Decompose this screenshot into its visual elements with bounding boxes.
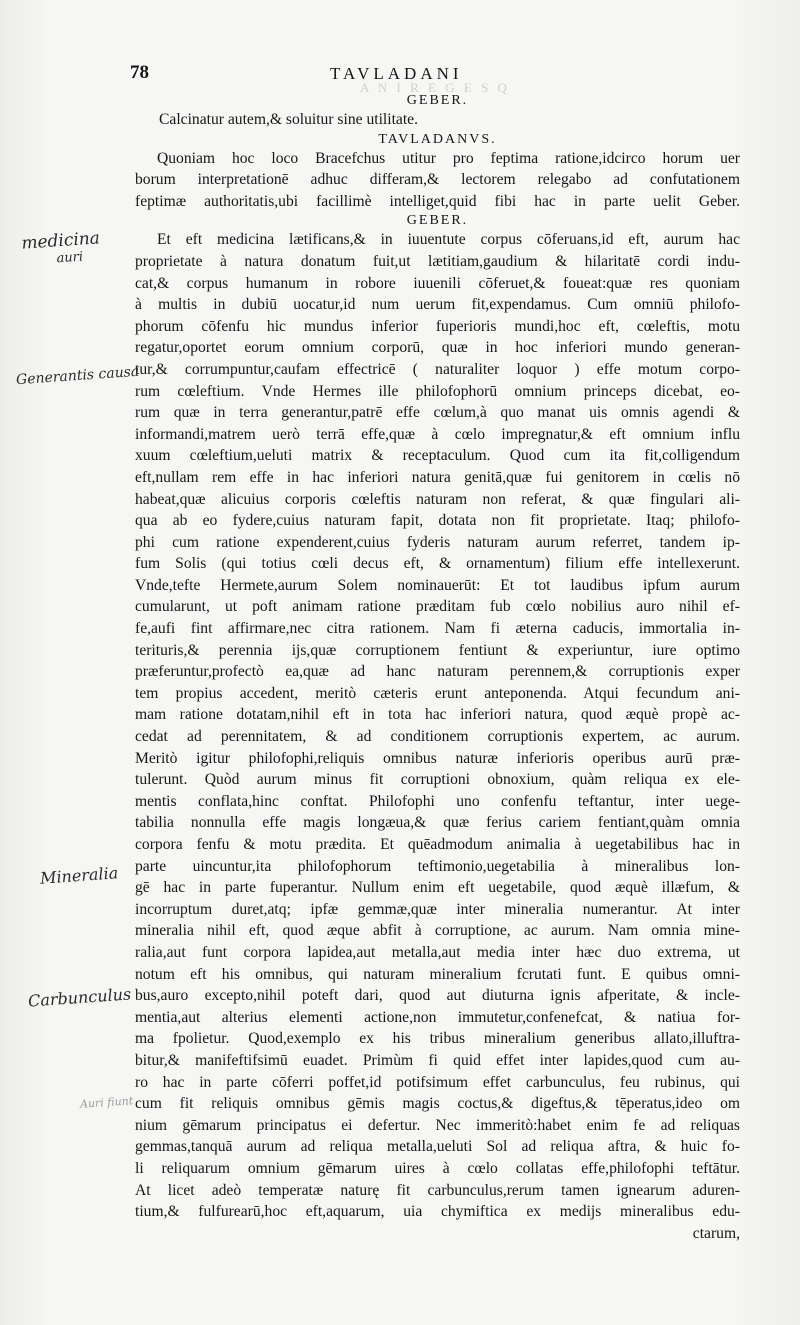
text-line: notum eft his omnibus, qui naturam mineralium fcrutati funt. E quibus omni- [135, 965, 740, 983]
text-line: tulerunt. Quòd aurum minus fit corruptioni obnoxium, quàm reliqua ex ele- [135, 771, 740, 789]
text-line: parte uincuntur,ita philofophorum teftimonio,uegetabilia à mineralibus lon- [135, 857, 740, 875]
text-line: mineralia nihil eft, quod æque abfit à corruptione, ac aurum. Nam omnia mine- [135, 922, 740, 940]
text-line: tem propius accedent, meritò cæteris erunt anteponenda. Atqui fecundum ani- [135, 684, 740, 702]
text-line: mentia,aut alterius elementi actione,non immutetur,confenefcat, & natiua for- [135, 1008, 740, 1026]
page-header [130, 62, 730, 88]
margin-note-line: medicina [20, 228, 101, 254]
text-line: proprietate à natura donatum fuit,ut lætitiam,gaudium & hilaritatē cordi indu- [135, 252, 740, 270]
bleed-through-text: A N I R E G E S Q [360, 80, 510, 95]
text-line: gē hac in parte fuperantur. Nullum enim eft uegetabile, quod æquè illæfum, & [135, 879, 740, 897]
margin-note-mineralia: Mineralia [39, 863, 119, 888]
text-line: bitur,& manifeftifsimū euadet. Primùm fi quid effet inter lapides,quod cum au- [135, 1051, 740, 1069]
margin-note-medicina [21, 229, 102, 270]
text-line: habeat,quæ alicuius corporis cœleftis naturam non referat, & quæ fingulari ali- [135, 490, 740, 508]
text-line: Et eft medicina lætificans,& in iuuentute corpus cōferuans,id eft, aurum hac [157, 231, 740, 249]
running-title: TAVLADANI [330, 64, 463, 83]
text-line: tabilia nonnulla effe magis longæua,& quæ ferius cariem fentiant,quàm omnia [135, 814, 740, 832]
text-line: At licet adeò temperatæ naturę fit carbunculus,rerum tamen ignearum aduren- [135, 1181, 740, 1199]
text-line: incorruptum duret,atq; ipfæ gemmæ,quæ inter mineralia numerantur. At inter [135, 900, 740, 918]
section-heading: TAVLADANVS. [378, 131, 497, 147]
text-line: Vnde,tefte Hermete,aurum Solem nominauerūt: Et tot laudibus ipfum aurum [135, 576, 740, 594]
text-line: tur,& corrumpuntur,caufam effectricē ( naturaliter loquor ) effe motum corpo- [135, 360, 740, 378]
margin-note-faded: Auri fiunt [79, 1094, 134, 1111]
text-line: mam ratione dotatam,nihil eft in tota hac inferiori natura, quod æquè propè ac- [135, 706, 740, 724]
text-line: gemmas,tanquā aurum ad reliqua metalla,ueluti Sol ad reliqua aftra, & huic fo- [135, 1138, 740, 1156]
text-line: qua ab eo fydere,cuius naturam fapit, dotata non fit proprietate. Itaq; philofo- [135, 512, 740, 530]
margin-note-carbunculus: Carbunculus [27, 984, 132, 1011]
text-line: à multis in dubiū uocatur,id num uerum fit,expendamus. Cum omniū philofo- [135, 296, 740, 314]
text-line: borum interpretationē adhuc differam,& lectorem relegabo ad confutationem [135, 171, 740, 189]
text-line: Quoniam hoc loco Bracefchus utitur pro feptima ratione,idcirco horum uer [157, 149, 740, 167]
text-line: ma fpolietur. Quod,exemplo ex his tribus mineralium generibus allato,illuftra- [135, 1030, 740, 1048]
text-line: bus,auro excepto,nihil poteft dari, quod aut diuturna ignis afperitate, & incle- [135, 987, 740, 1005]
section-heading: GEBER. [406, 93, 469, 108]
text-line: fe,aufi fint affirmare,nec citra rationem. Nam fi æterna caducis, immortalia in- [135, 620, 740, 638]
catchword: ctarum, [692, 1224, 740, 1242]
text-line: fum Solis (qui totius cœli decus eft, & ornamentum) filium effe intellexerunt. [135, 555, 740, 573]
text-line: cat,& corpus humanum in robore iuuenili cōferuet,& foueat:quæ res quoniam [135, 274, 740, 292]
text-line: li reliquarum omnium gēmarum uires à cœlo collatas effe,philofophi teftātur. [135, 1159, 740, 1177]
text-line: rum quæ in terra generantur,patrē effe cœlum,à quo manat uis omnis agendi & [135, 404, 740, 422]
text-line: mentis conflata,hinc conftat. Philofophi uno confenfu teftantur, inter uege- [135, 792, 740, 810]
text-line: ralia,aut funt corpora lapidea,aut metalla,aut media inter hæc duo extrema, ut [135, 943, 740, 961]
text-line: xuum cœleftium,ueluti matrix & receptaculum. Quod cum ita fit,colligendum [135, 447, 740, 465]
text-line: phi cum ratione expenderent,cuius fyderis naturam aurum referret, tandem ip- [135, 533, 740, 551]
text-line: Calcinatur autem,& soluitur sine utilitate. [159, 111, 418, 128]
margin-note-line: auri [56, 249, 84, 267]
section-heading: GEBER. [406, 213, 469, 229]
text-line: terituris,& perennia ijs,quæ corruptionem fentiunt & experiuntur, iure optimo [135, 641, 740, 659]
text-line: feptimæ authoritatis,ubi facillimè intelliget,quid fibi hac in parte uelit Geber. [135, 192, 740, 210]
text-line: tium,& fulfurearū,hoc eft,aquarum, uia chymiftica ex medijs mineralibus edu- [135, 1203, 740, 1221]
text-line: eft,nullam rem effe in hac inferiori natura genitā,quæ fui genitorem in cœlis nō [135, 468, 740, 486]
text-line: ro hac in parte cōferri poffet,id potifsimum effet carbunculus, feu rubinus, qui [135, 1073, 740, 1091]
text-line: corpora fenfu & motu prædita. Et quēadmodum animalia à uegetabilibus hac in [135, 836, 740, 853]
page-number: 78 [130, 62, 149, 83]
text-line: nium gēmarum principatus ei defertur. Nec immeritò:habet enim fe ad reliquas [135, 1116, 740, 1134]
text-line: regatur,oportet eorum omnium corporū, quæ in hoc inferiori mundo generan- [135, 339, 740, 357]
text-line: rum cœleftium. Vnde Hermes ille philofophorū omnium princeps dicebat, eo- [135, 382, 740, 400]
body-text [135, 92, 740, 1244]
text-line: cumularunt, ut poft animam ratione præditam fub cœlo nobilius auro nihil ef- [135, 598, 740, 616]
text-line: phorum cōfenfu hic mundus inferior fuperioris mundi,hoc eft, cœleftis, motu [135, 317, 740, 335]
text-line: cedat ad perennitatem, & ad conditionem corruptionis expertem, ac aurum. [135, 728, 740, 746]
margin-note-generantis: Generantis causa [15, 363, 140, 389]
text-line: informandi,matrem uerò terrā effe,quæ à cœlo impregnatur,& eft omnium influ [135, 425, 740, 443]
text-line: cum fit reliquis omnibus gēmis magis coctus,& digeftus,& tēperatus,ideo om [135, 1095, 740, 1113]
text-line: Meritò igitur philofophi,reliquis omnibus naturæ inferioris operibus aurū præ- [135, 749, 740, 767]
text-line: præferuntur,profectò ea,quæ ad hanc naturam perennem,& corruptionis exper [135, 663, 740, 681]
